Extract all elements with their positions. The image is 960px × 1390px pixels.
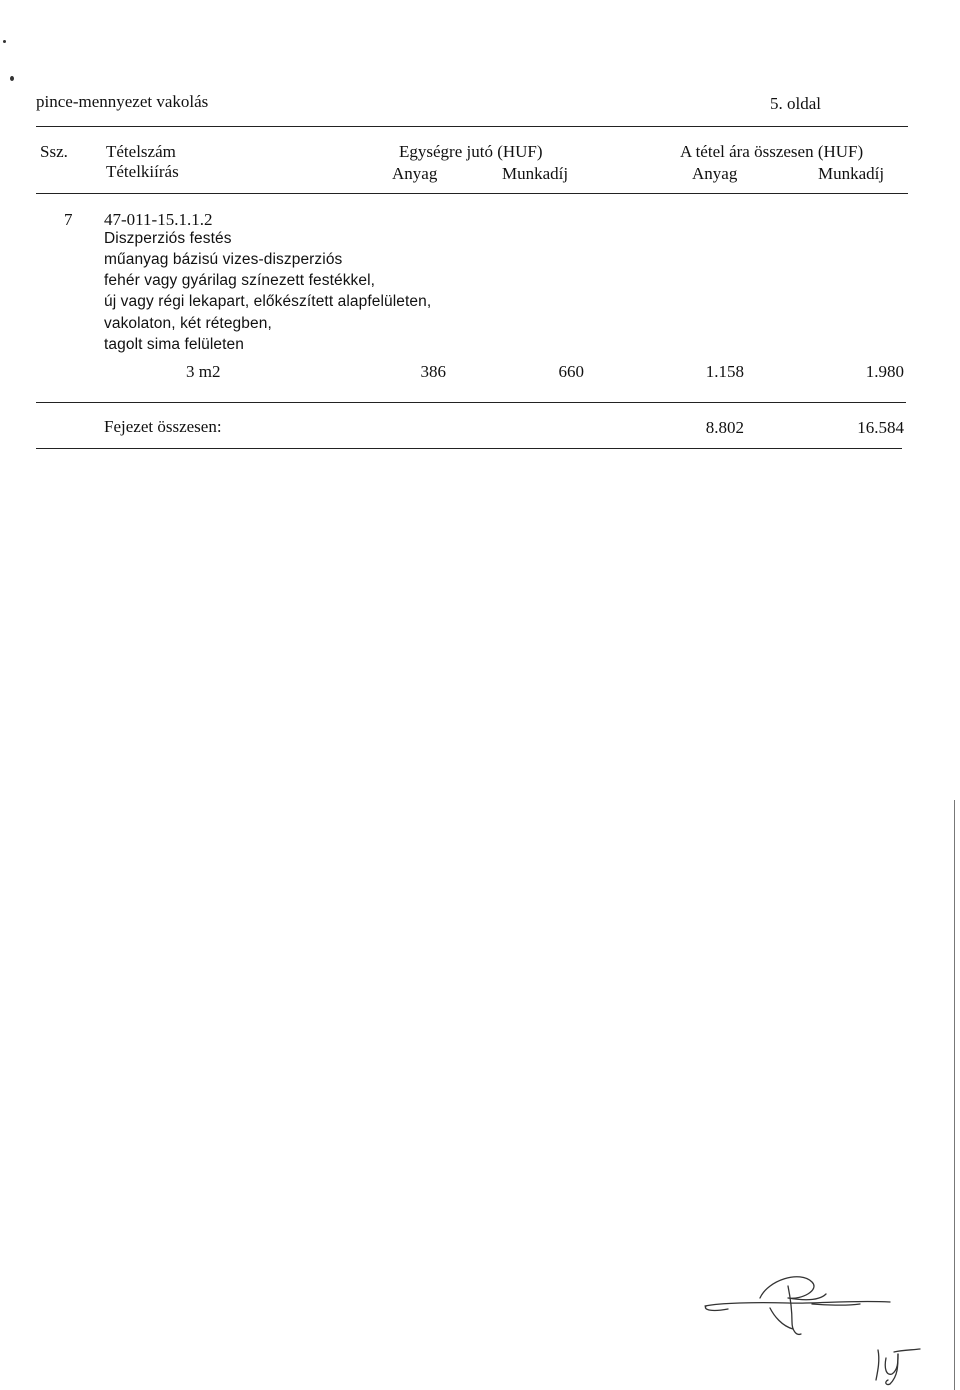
- header-divider: [36, 126, 908, 127]
- item-total-labor: 1.980: [865, 362, 904, 381]
- col-ssz: Ssz.: [40, 142, 68, 161]
- col-unit-labor: Munkadíj: [502, 164, 569, 183]
- summary-divider: [36, 448, 902, 449]
- item-description-line: vakolaton, két rétegben,: [104, 315, 272, 332]
- item-unit-material: 386: [420, 362, 446, 381]
- summary-label: Fejezet összesen:: [104, 417, 222, 436]
- col-total-labor: Munkadíj: [818, 164, 885, 183]
- col-tetelkiiras: Tételkiírás: [106, 162, 179, 181]
- col-tetelszam: Tételszám: [106, 142, 176, 161]
- handwritten-signature: [700, 1260, 900, 1340]
- page-number: 5. oldal: [770, 94, 821, 113]
- handwritten-initials: [868, 1340, 928, 1390]
- col-unit-material: Anyag: [392, 164, 438, 183]
- item-number: 7: [64, 210, 73, 229]
- item-code: 47-011-15.1.1.2: [104, 210, 213, 229]
- summary-total-material: 8.802: [705, 418, 744, 437]
- scan-speck: [3, 40, 6, 43]
- item-description-line: fehér vagy gyárilag színezett festékkel,: [104, 272, 376, 289]
- item-unit-labor: 660: [558, 362, 584, 381]
- scan-edge-line: [954, 800, 955, 1390]
- summary-total-labor: 16.584: [857, 418, 904, 437]
- document-title: pince-mennyezet vakolás: [36, 92, 209, 111]
- col-total-group: A tétel ára összesen (HUF): [680, 142, 864, 161]
- item-description-line: műanyag bázisú vizes-diszperziós: [104, 251, 343, 268]
- columns-divider: [36, 193, 908, 194]
- col-unit-group: Egységre jutó (HUF): [399, 142, 543, 161]
- item-total-material: 1.158: [705, 362, 744, 381]
- item-description-line: Diszperziós festés: [104, 230, 232, 247]
- item-description-line: új vagy régi lekapart, előkészített alapfelületen,: [104, 293, 432, 310]
- col-total-material: Anyag: [692, 164, 738, 183]
- item-quantity: 3 m2: [186, 362, 221, 381]
- scan-speck: [10, 76, 14, 81]
- item-divider: [36, 402, 906, 403]
- item-description-line: tagolt sima felületen: [104, 336, 244, 353]
